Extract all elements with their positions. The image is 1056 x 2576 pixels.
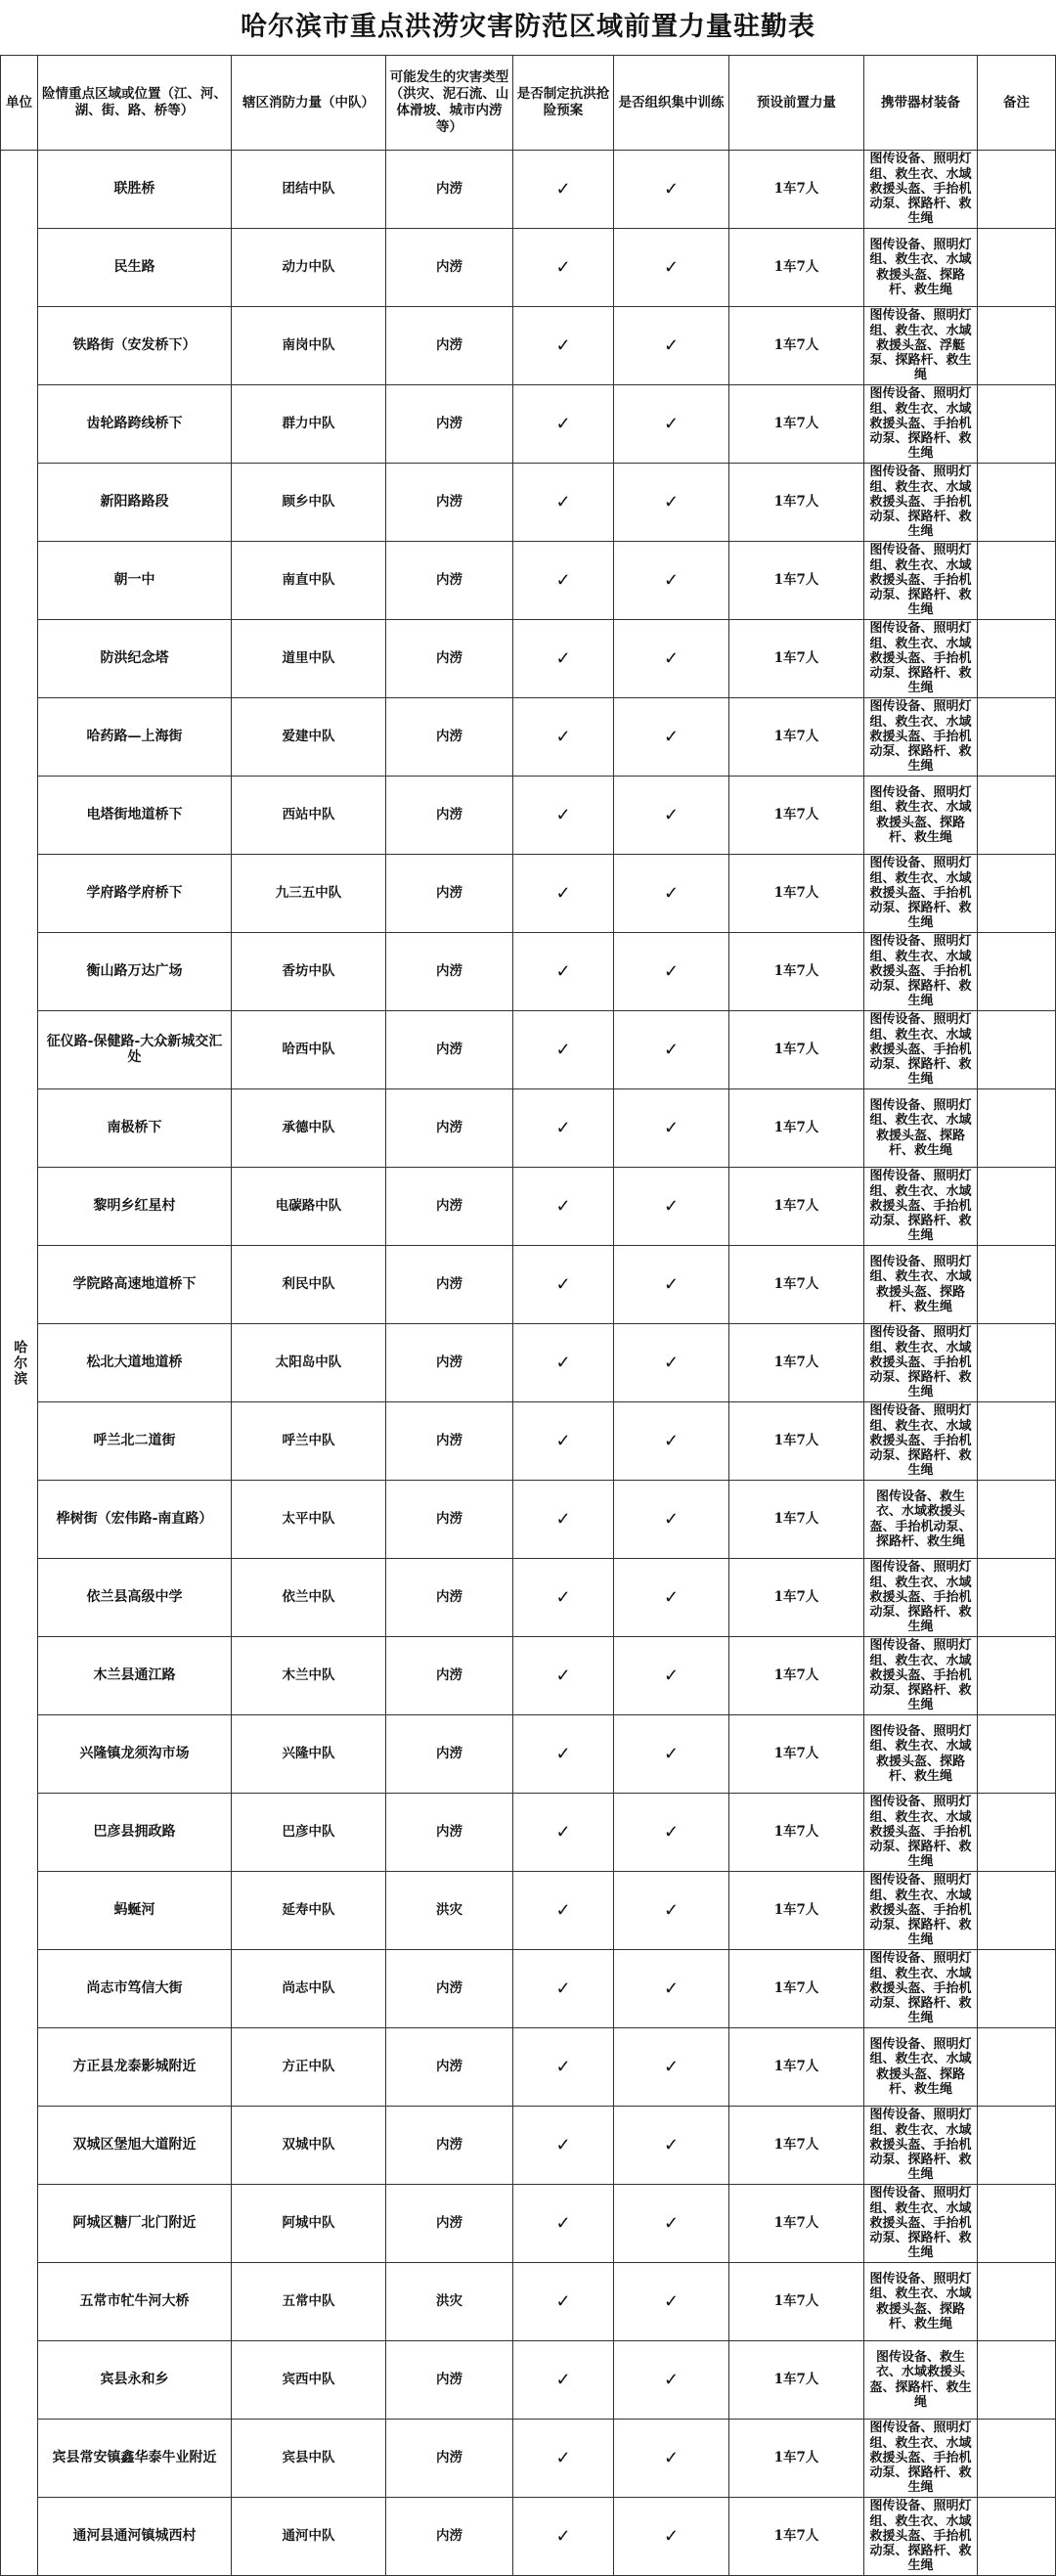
table-row xyxy=(1,1168,1056,1246)
plan-check-cell: ✓ xyxy=(513,2107,614,2185)
disaster-type-cell: 内涝 xyxy=(386,698,513,777)
disaster-type-cell: 内涝 xyxy=(386,2028,513,2107)
remark-cell xyxy=(978,855,1056,933)
training-check-cell: ✓ xyxy=(614,1168,729,1246)
force-cell: 1车7人 xyxy=(729,1324,864,1402)
plan-check-cell: ✓ xyxy=(513,933,614,1011)
disaster-type-cell: 内涝 xyxy=(386,1402,513,1481)
table-row xyxy=(1,1246,1056,1324)
table-row xyxy=(1,855,1056,933)
force-cell: 1车7人 xyxy=(729,2028,864,2107)
plan-check-cell: ✓ xyxy=(513,1872,614,1950)
training-check-cell: ✓ xyxy=(614,620,729,698)
area-cell: 学院路高速地道桥下 xyxy=(38,1246,232,1324)
equipment-cell: 图传设备、照明灯组、救生衣、水域救援头盔、手抬机动泵、探路杆、救生绳 xyxy=(864,2498,978,2576)
header-plan: 是否制定抗洪抢险预案 xyxy=(513,56,614,151)
force-cell: 1车7人 xyxy=(729,1089,864,1168)
plan-check-cell: ✓ xyxy=(513,1402,614,1481)
training-check-cell: ✓ xyxy=(614,151,729,229)
table-row xyxy=(1,620,1056,698)
squad-cell: 五常中队 xyxy=(232,2263,386,2341)
table-row xyxy=(1,1011,1056,1089)
remark-cell xyxy=(978,1559,1056,1637)
equipment-cell: 图传设备、照明灯组、救生衣、水域救援头盔、手抬机动泵、探路杆、救生绳 xyxy=(864,620,978,698)
training-check-cell: ✓ xyxy=(614,385,729,464)
remark-cell xyxy=(978,620,1056,698)
training-check-cell: ✓ xyxy=(614,1872,729,1950)
plan-check-cell: ✓ xyxy=(513,1168,614,1246)
table-row xyxy=(1,1715,1056,1794)
remark-cell xyxy=(978,542,1056,620)
training-check-cell: ✓ xyxy=(614,1715,729,1794)
area-cell: 兴隆镇龙须沟市场 xyxy=(38,1715,232,1794)
force-cell: 1车7人 xyxy=(729,1011,864,1089)
equipment-cell: 图传设备、照明灯组、救生衣、水域救援头盔、手抬机动泵、探路杆、救生绳 xyxy=(864,855,978,933)
disaster-type-cell: 洪灾 xyxy=(386,2263,513,2341)
table-row xyxy=(1,933,1056,1011)
plan-check-cell: ✓ xyxy=(513,777,614,855)
disaster-type-cell: 内涝 xyxy=(386,2185,513,2263)
training-check-cell: ✓ xyxy=(614,229,729,307)
table-row xyxy=(1,307,1056,385)
training-check-cell: ✓ xyxy=(614,1011,729,1089)
force-cell: 1车7人 xyxy=(729,698,864,777)
equipment-cell: 图传设备、照明灯组、救生衣、水域救援头盔、探路杆、救生绳 xyxy=(864,1715,978,1794)
area-cell: 电塔街地道桥下 xyxy=(38,777,232,855)
training-check-cell: ✓ xyxy=(614,307,729,385)
area-cell: 松北大道地道桥 xyxy=(38,1324,232,1402)
remark-cell xyxy=(978,464,1056,542)
area-cell: 五常市牤牛河大桥 xyxy=(38,2263,232,2341)
plan-check-cell: ✓ xyxy=(513,1324,614,1402)
remark-cell xyxy=(978,1950,1056,2028)
squad-cell: 兴隆中队 xyxy=(232,1715,386,1794)
squad-cell: 爱建中队 xyxy=(232,698,386,777)
squad-cell: 团结中队 xyxy=(232,151,386,229)
disaster-type-cell: 内涝 xyxy=(386,1950,513,2028)
remark-cell xyxy=(978,1402,1056,1481)
training-check-cell: ✓ xyxy=(614,2420,729,2498)
squad-cell: 宾县中队 xyxy=(232,2420,386,2498)
disaster-type-cell: 内涝 xyxy=(386,777,513,855)
force-cell: 1车7人 xyxy=(729,1481,864,1559)
equipment-cell: 图传设备、照明灯组、救生衣、水域救援头盔、手抬机动泵、探路杆、救生绳 xyxy=(864,1794,978,1872)
remark-cell xyxy=(978,1715,1056,1794)
training-check-cell: ✓ xyxy=(614,1794,729,1872)
squad-cell: 承德中队 xyxy=(232,1089,386,1168)
plan-check-cell: ✓ xyxy=(513,1950,614,2028)
area-cell: 新阳路路段 xyxy=(38,464,232,542)
table-row xyxy=(1,1950,1056,2028)
force-cell: 1车7人 xyxy=(729,2107,864,2185)
plan-check-cell: ✓ xyxy=(513,1246,614,1324)
disaster-type-cell: 内涝 xyxy=(386,855,513,933)
table-row xyxy=(1,1402,1056,1481)
force-cell: 1车7人 xyxy=(729,2341,864,2420)
disaster-type-cell: 内涝 xyxy=(386,1168,513,1246)
squad-cell: 群力中队 xyxy=(232,385,386,464)
force-cell: 1车7人 xyxy=(729,777,864,855)
force-cell: 1车7人 xyxy=(729,1559,864,1637)
training-check-cell: ✓ xyxy=(614,542,729,620)
training-check-cell: ✓ xyxy=(614,1246,729,1324)
force-cell: 1车7人 xyxy=(729,2420,864,2498)
equipment-cell: 图传设备、照明灯组、救生衣、水域救援头盔、手抬机动泵、探路杆、救生绳 xyxy=(864,1872,978,1950)
disaster-type-cell: 内涝 xyxy=(386,1324,513,1402)
equipment-cell: 图传设备、照明灯组、救生衣、水域救援头盔、手抬机动泵、探路杆、救生绳 xyxy=(864,1324,978,1402)
plan-check-cell: ✓ xyxy=(513,2263,614,2341)
equipment-cell: 图传设备、照明灯组、救生衣、水域救援头盔、手抬机动泵、探路杆、救生绳 xyxy=(864,2107,978,2185)
remark-cell xyxy=(978,2028,1056,2107)
remark-cell xyxy=(978,2185,1056,2263)
area-cell: 联胜桥 xyxy=(38,151,232,229)
table-row xyxy=(1,2420,1056,2498)
disaster-type-cell: 内涝 xyxy=(386,1089,513,1168)
equipment-cell: 图传设备、照明灯组、救生衣、水域救援头盔、手抬机动泵、探路杆、救生绳 xyxy=(864,1011,978,1089)
table-row xyxy=(1,542,1056,620)
equipment-cell: 图传设备、救生衣、水域救援头盔、探路杆、救生绳 xyxy=(864,2341,978,2420)
table-row xyxy=(1,1559,1056,1637)
plan-check-cell: ✓ xyxy=(513,151,614,229)
equipment-cell: 图传设备、照明灯组、救生衣、水域救援头盔、手抬机动泵、探路杆、救生绳 xyxy=(864,1168,978,1246)
force-cell: 1车7人 xyxy=(729,542,864,620)
area-cell: 南极桥下 xyxy=(38,1089,232,1168)
remark-cell xyxy=(978,307,1056,385)
plan-check-cell: ✓ xyxy=(513,2185,614,2263)
page-title: 哈尔滨市重点洪涝灾害防范区域前置力量驻勤表 xyxy=(241,12,815,42)
header-equipment: 携带器材装备 xyxy=(864,56,978,151)
table-row xyxy=(1,2498,1056,2576)
area-cell: 哈药路—上海街 xyxy=(38,698,232,777)
force-cell: 1车7人 xyxy=(729,464,864,542)
squad-cell: 西站中队 xyxy=(232,777,386,855)
plan-check-cell: ✓ xyxy=(513,385,614,464)
squad-cell: 九三五中队 xyxy=(232,855,386,933)
force-cell: 1车7人 xyxy=(729,1402,864,1481)
force-cell: 1车7人 xyxy=(729,2185,864,2263)
area-cell: 尚志市笃信大街 xyxy=(38,1950,232,2028)
remark-cell xyxy=(978,1168,1056,1246)
header-disaster-type: 可能发生的灾害类型（洪灾、泥石流、山体滑坡、城市内涝等） xyxy=(386,56,513,151)
disaster-type-cell: 内涝 xyxy=(386,1637,513,1715)
remark-cell xyxy=(978,1324,1056,1402)
plan-check-cell: ✓ xyxy=(513,2028,614,2107)
training-check-cell: ✓ xyxy=(614,1637,729,1715)
table-row xyxy=(1,2107,1056,2185)
plan-check-cell: ✓ xyxy=(513,855,614,933)
area-cell: 阿城区糖厂北门附近 xyxy=(38,2185,232,2263)
squad-cell: 利民中队 xyxy=(232,1246,386,1324)
area-cell: 宾县常安镇鑫华泰牛业附近 xyxy=(38,2420,232,2498)
force-cell: 1车7人 xyxy=(729,1168,864,1246)
plan-check-cell: ✓ xyxy=(513,1715,614,1794)
training-check-cell: ✓ xyxy=(614,1324,729,1402)
disaster-type-cell: 内涝 xyxy=(386,1246,513,1324)
equipment-cell: 图传设备、照明灯组、救生衣、水域救援头盔、手抬机动泵、探路杆、救生绳 xyxy=(864,151,978,229)
equipment-cell: 图传设备、照明灯组、救生衣、水域救援头盔、探路杆、救生绳 xyxy=(864,229,978,307)
area-cell: 通河县通河镇城西村 xyxy=(38,2498,232,2576)
area-cell: 朝一中 xyxy=(38,542,232,620)
disaster-type-cell: 内涝 xyxy=(386,1481,513,1559)
remark-cell xyxy=(978,1637,1056,1715)
disaster-type-cell: 内涝 xyxy=(386,1715,513,1794)
disaster-type-cell: 内涝 xyxy=(386,307,513,385)
remark-cell xyxy=(978,2263,1056,2341)
table-row xyxy=(1,385,1056,464)
force-cell: 1车7人 xyxy=(729,1794,864,1872)
equipment-cell: 图传设备、照明灯组、救生衣、水域救援头盔、手抬机动泵、探路杆、救生绳 xyxy=(864,1637,978,1715)
plan-check-cell: ✓ xyxy=(513,1481,614,1559)
area-cell: 衡山路万达广场 xyxy=(38,933,232,1011)
squad-cell: 动力中队 xyxy=(232,229,386,307)
disaster-type-cell: 内涝 xyxy=(386,542,513,620)
remark-cell xyxy=(978,1089,1056,1168)
equipment-cell: 图传设备、照明灯组、救生衣、水域救援头盔、手抬机动泵、探路杆、救生绳 xyxy=(864,2185,978,2263)
header-remark: 备注 xyxy=(978,56,1056,151)
area-cell: 征仪路-保健路-大众新城交汇处 xyxy=(38,1011,232,1089)
force-cell: 1车7人 xyxy=(729,385,864,464)
plan-check-cell: ✓ xyxy=(513,1794,614,1872)
remark-cell xyxy=(978,1872,1056,1950)
table-body xyxy=(1,151,1056,2576)
area-cell: 防洪纪念塔 xyxy=(38,620,232,698)
squad-cell: 电碳路中队 xyxy=(232,1168,386,1246)
table-row xyxy=(1,1637,1056,1715)
remark-cell xyxy=(978,229,1056,307)
area-cell: 呼兰北二道街 xyxy=(38,1402,232,1481)
force-cell: 1车7人 xyxy=(729,1872,864,1950)
training-check-cell: ✓ xyxy=(614,1559,729,1637)
disaster-type-cell: 内涝 xyxy=(386,229,513,307)
area-cell: 木兰县通江路 xyxy=(38,1637,232,1715)
table-row xyxy=(1,1872,1056,1950)
equipment-cell: 图传设备、照明灯组、救生衣、水域救援头盔、手抬机动泵、探路杆、救生绳 xyxy=(864,385,978,464)
squad-cell: 香坊中队 xyxy=(232,933,386,1011)
plan-check-cell: ✓ xyxy=(513,620,614,698)
training-check-cell: ✓ xyxy=(614,2185,729,2263)
force-cell: 1车7人 xyxy=(729,855,864,933)
remark-cell xyxy=(978,385,1056,464)
disaster-type-cell: 内涝 xyxy=(386,2107,513,2185)
force-cell: 1车7人 xyxy=(729,1950,864,2028)
area-cell: 依兰县高级中学 xyxy=(38,1559,232,1637)
force-cell: 1车7人 xyxy=(729,2263,864,2341)
header-force: 预设前置力量 xyxy=(729,56,864,151)
plan-check-cell: ✓ xyxy=(513,1559,614,1637)
force-cell: 1车7人 xyxy=(729,151,864,229)
table-row xyxy=(1,1481,1056,1559)
area-cell: 方正县龙泰影城附近 xyxy=(38,2028,232,2107)
force-cell: 1车7人 xyxy=(729,307,864,385)
squad-cell: 双城中队 xyxy=(232,2107,386,2185)
table-row xyxy=(1,2263,1056,2341)
duty-table xyxy=(0,55,1056,2576)
plan-check-cell: ✓ xyxy=(513,2498,614,2576)
training-check-cell: ✓ xyxy=(614,2341,729,2420)
training-check-cell: ✓ xyxy=(614,2107,729,2185)
equipment-cell: 图传设备、照明灯组、救生衣、水域救援头盔、探路杆、救生绳 xyxy=(864,1089,978,1168)
remark-cell xyxy=(978,1011,1056,1089)
squad-cell: 顾乡中队 xyxy=(232,464,386,542)
remark-cell xyxy=(978,2420,1056,2498)
remark-cell xyxy=(978,933,1056,1011)
disaster-type-cell: 内涝 xyxy=(386,1011,513,1089)
table-row xyxy=(1,2341,1056,2420)
force-cell: 1车7人 xyxy=(729,229,864,307)
table-row xyxy=(1,151,1056,229)
equipment-cell: 图传设备、照明灯组、救生衣、水域救援头盔、浮艇泵、探路杆、救生绳 xyxy=(864,307,978,385)
equipment-cell: 图传设备、救生衣、水域救援头盔、手抬机动泵、探路杆、救生绳 xyxy=(864,1481,978,1559)
squad-cell: 哈西中队 xyxy=(232,1011,386,1089)
area-cell: 蚂蜒河 xyxy=(38,1872,232,1950)
squad-cell: 太阳岛中队 xyxy=(232,1324,386,1402)
training-check-cell: ✓ xyxy=(614,1089,729,1168)
area-cell: 学府路学府桥下 xyxy=(38,855,232,933)
force-cell: 1车7人 xyxy=(729,620,864,698)
training-check-cell: ✓ xyxy=(614,855,729,933)
training-check-cell: ✓ xyxy=(614,2263,729,2341)
squad-cell: 道里中队 xyxy=(232,620,386,698)
equipment-cell: 图传设备、照明灯组、救生衣、水域救援头盔、手抬机动泵、探路杆、救生绳 xyxy=(864,2420,978,2498)
equipment-cell: 图传设备、照明灯组、救生衣、水域救援头盔、手抬机动泵、探路杆、救生绳 xyxy=(864,464,978,542)
squad-cell: 依兰中队 xyxy=(232,1559,386,1637)
table-row xyxy=(1,229,1056,307)
training-check-cell: ✓ xyxy=(614,777,729,855)
squad-cell: 延寿中队 xyxy=(232,1872,386,1950)
header-row xyxy=(1,56,1056,151)
squad-cell: 通河中队 xyxy=(232,2498,386,2576)
equipment-cell: 图传设备、照明灯组、救生衣、水域救援头盔、手抬机动泵、探路杆、救生绳 xyxy=(864,542,978,620)
force-cell: 1车7人 xyxy=(729,933,864,1011)
disaster-type-cell: 内涝 xyxy=(386,2420,513,2498)
area-cell: 黎明乡红星村 xyxy=(38,1168,232,1246)
table-row xyxy=(1,698,1056,777)
force-cell: 1车7人 xyxy=(729,1637,864,1715)
equipment-cell: 图传设备、照明灯组、救生衣、水域救援头盔、手抬机动泵、探路杆、救生绳 xyxy=(864,698,978,777)
plan-check-cell: ✓ xyxy=(513,1089,614,1168)
area-cell: 宾县永和乡 xyxy=(38,2341,232,2420)
table-row xyxy=(1,1324,1056,1402)
remark-cell xyxy=(978,1794,1056,1872)
equipment-cell: 图传设备、照明灯组、救生衣、水域救援头盔、探路杆、救生绳 xyxy=(864,1246,978,1324)
disaster-type-cell: 内涝 xyxy=(386,933,513,1011)
header-squad: 辖区消防力量（中队） xyxy=(232,56,386,151)
force-cell: 1车7人 xyxy=(729,1715,864,1794)
training-check-cell: ✓ xyxy=(614,1481,729,1559)
plan-check-cell: ✓ xyxy=(513,307,614,385)
remark-cell xyxy=(978,1246,1056,1324)
disaster-type-cell: 内涝 xyxy=(386,2498,513,2576)
training-check-cell: ✓ xyxy=(614,1950,729,2028)
table-row xyxy=(1,1794,1056,1872)
table-row xyxy=(1,1089,1056,1168)
squad-cell: 木兰中队 xyxy=(232,1637,386,1715)
remark-cell xyxy=(978,2341,1056,2420)
remark-cell xyxy=(978,2107,1056,2185)
equipment-cell: 图传设备、照明灯组、救生衣、水域救援头盔、探路杆、救生绳 xyxy=(864,777,978,855)
plan-check-cell: ✓ xyxy=(513,1637,614,1715)
squad-cell: 方正中队 xyxy=(232,2028,386,2107)
disaster-type-cell: 内涝 xyxy=(386,464,513,542)
table-row xyxy=(1,2028,1056,2107)
force-cell: 1车7人 xyxy=(729,2498,864,2576)
plan-check-cell: ✓ xyxy=(513,698,614,777)
squad-cell: 南岗中队 xyxy=(232,307,386,385)
squad-cell: 南直中队 xyxy=(232,542,386,620)
squad-cell: 尚志中队 xyxy=(232,1950,386,2028)
header-unit: 单位 xyxy=(1,56,38,151)
area-cell: 铁路街（安发桥下） xyxy=(38,307,232,385)
table-row xyxy=(1,777,1056,855)
squad-cell: 呼兰中队 xyxy=(232,1402,386,1481)
remark-cell xyxy=(978,151,1056,229)
header-area: 险情重点区域或位置（江、河、湖、街、路、桥等） xyxy=(38,56,232,151)
area-cell: 巴彦县拥政路 xyxy=(38,1794,232,1872)
disaster-type-cell: 内涝 xyxy=(386,385,513,464)
plan-check-cell: ✓ xyxy=(513,2341,614,2420)
force-cell: 1车7人 xyxy=(729,1246,864,1324)
plan-check-cell: ✓ xyxy=(513,464,614,542)
equipment-cell: 图传设备、照明灯组、救生衣、水域救援头盔、手抬机动泵、探路杆、救生绳 xyxy=(864,933,978,1011)
training-check-cell: ✓ xyxy=(614,1402,729,1481)
remark-cell xyxy=(978,698,1056,777)
disaster-type-cell: 内涝 xyxy=(386,151,513,229)
equipment-cell: 图传设备、照明灯组、救生衣、水域救援头盔、手抬机动泵、探路杆、救生绳 xyxy=(864,1950,978,2028)
squad-cell: 太平中队 xyxy=(232,1481,386,1559)
disaster-type-cell: 内涝 xyxy=(386,2341,513,2420)
disaster-type-cell: 内涝 xyxy=(386,1559,513,1637)
area-cell: 双城区堡旭大道附近 xyxy=(38,2107,232,2185)
table-row xyxy=(1,2185,1056,2263)
table-row xyxy=(1,464,1056,542)
area-cell: 桦树街（宏伟路-南直路） xyxy=(38,1481,232,1559)
plan-check-cell: ✓ xyxy=(513,542,614,620)
equipment-cell: 图传设备、照明灯组、救生衣、水域救援头盔、手抬机动泵、探路杆、救生绳 xyxy=(864,1402,978,1481)
squad-cell: 巴彦中队 xyxy=(232,1794,386,1872)
area-cell: 齿轮路跨线桥下 xyxy=(38,385,232,464)
squad-cell: 宾西中队 xyxy=(232,2341,386,2420)
plan-check-cell: ✓ xyxy=(513,1011,614,1089)
remark-cell xyxy=(978,1481,1056,1559)
training-check-cell: ✓ xyxy=(614,698,729,777)
area-cell: 民生路 xyxy=(38,229,232,307)
header-training: 是否组织集中训练 xyxy=(614,56,729,151)
plan-check-cell: ✓ xyxy=(513,2420,614,2498)
remark-cell xyxy=(978,2498,1056,2576)
equipment-cell: 图传设备、照明灯组、救生衣、水域救援头盔、探路杆、救生绳 xyxy=(864,2028,978,2107)
unit-cell: 哈尔滨 xyxy=(1,151,38,2576)
equipment-cell: 图传设备、照明灯组、救生衣、水域救援头盔、手抬机动泵、探路杆、救生绳 xyxy=(864,1559,978,1637)
plan-check-cell: ✓ xyxy=(513,229,614,307)
disaster-type-cell: 内涝 xyxy=(386,1794,513,1872)
disaster-type-cell: 内涝 xyxy=(386,620,513,698)
equipment-cell: 图传设备、照明灯组、救生衣、水域救援头盔、探路杆、救生绳 xyxy=(864,2263,978,2341)
remark-cell xyxy=(978,777,1056,855)
disaster-type-cell: 洪灾 xyxy=(386,1872,513,1950)
training-check-cell: ✓ xyxy=(614,2028,729,2107)
training-check-cell: ✓ xyxy=(614,2498,729,2576)
training-check-cell: ✓ xyxy=(614,933,729,1011)
training-check-cell: ✓ xyxy=(614,464,729,542)
squad-cell: 阿城中队 xyxy=(232,2185,386,2263)
